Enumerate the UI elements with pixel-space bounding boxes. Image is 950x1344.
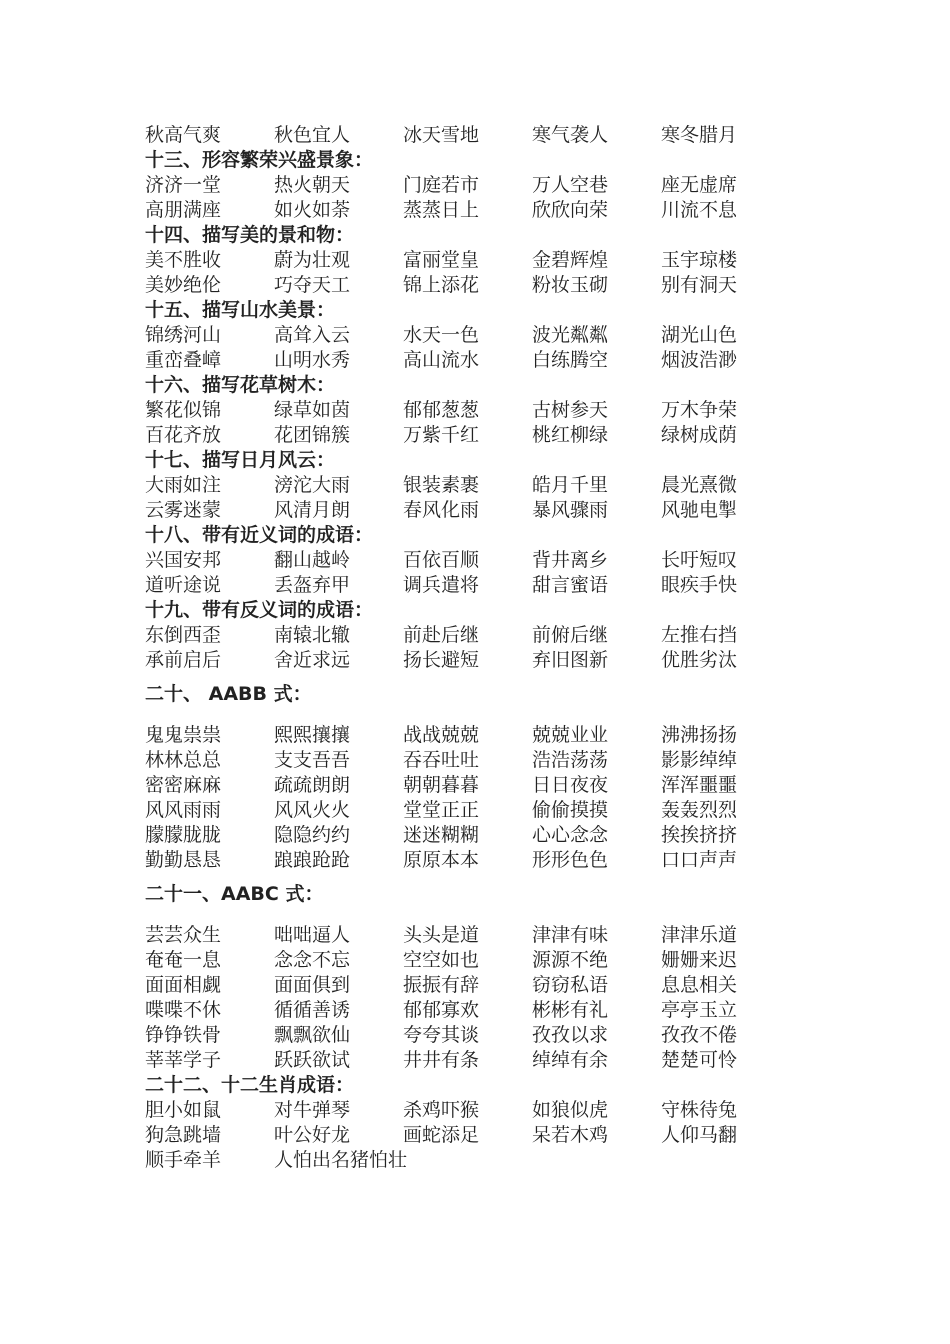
section-heading: 二十、 AABB 式： — [145, 683, 312, 705]
idiom-item: 烟波浩渺 — [661, 349, 738, 371]
idiom-item: 金碧辉煌 — [532, 249, 609, 271]
idiom-row — [145, 1098, 785, 1123]
idiom-item: 口口声声 — [661, 849, 738, 871]
idiom-row — [145, 323, 785, 348]
idiom-item: 水天一色 — [403, 324, 480, 346]
idiom-item: 津津乐道 — [661, 924, 738, 946]
idiom-item: 面面相觑 — [145, 974, 222, 996]
idiom-item: 熙熙攘攘 — [274, 724, 351, 746]
idiom-item: 空空如也 — [403, 949, 480, 971]
idiom-item: 疏疏朗朗 — [274, 774, 351, 796]
idiom-row — [145, 473, 785, 498]
idiom-item: 高耸入云 — [274, 324, 351, 346]
idiom-item: 原原本本 — [403, 849, 480, 871]
idiom-item: 芸芸众生 — [145, 924, 222, 946]
idiom-row — [145, 748, 785, 773]
idiom-row — [145, 173, 785, 198]
idiom-item: 飘飘欲仙 — [274, 1024, 351, 1046]
idiom-item: 窃窃私语 — [532, 974, 609, 996]
idiom-item: 门庭若市 — [403, 174, 480, 196]
idiom-item: 山明水秀 — [274, 349, 351, 371]
idiom-item: 百依百顺 — [403, 549, 480, 571]
idiom-row — [145, 248, 785, 273]
idiom-item: 振振有辞 — [403, 974, 480, 996]
idiom-item: 前俯后继 — [532, 624, 609, 646]
idiom-item: 源源不绝 — [532, 949, 609, 971]
idiom-item: 勤勤恳恳 — [145, 849, 222, 871]
idiom-row — [145, 273, 785, 298]
idiom-item: 美妙绝伦 — [145, 274, 222, 296]
idiom-row — [145, 848, 785, 873]
idiom-item: 前赴后继 — [403, 624, 480, 646]
idiom-item: 调兵遣将 — [403, 574, 480, 596]
idiom-item: 美不胜收 — [145, 249, 222, 271]
idiom-item: 踉踉跄跄 — [274, 849, 351, 871]
idiom-item: 朝朝暮暮 — [403, 774, 480, 796]
idiom-item: 面面俱到 — [274, 974, 351, 996]
idiom-item: 甜言蜜语 — [532, 574, 609, 596]
idiom-item: 头头是道 — [403, 924, 480, 946]
idiom-item: 楚楚可怜 — [661, 1049, 738, 1071]
idiom-item: 偷偷摸摸 — [532, 799, 609, 821]
idiom-item: 叶公好龙 — [274, 1124, 351, 1146]
idiom-item: 形形色色 — [532, 849, 609, 871]
idiom-item: 如狼似虎 — [532, 1099, 609, 1121]
idiom-item: 背井离乡 — [532, 549, 609, 571]
idiom-item: 孜孜不倦 — [661, 1024, 738, 1046]
idiom-item: 波光粼粼 — [532, 324, 609, 346]
idiom-item: 井井有条 — [403, 1049, 480, 1071]
idiom-row — [145, 723, 785, 748]
idiom-item: 胆小如鼠 — [145, 1099, 222, 1121]
idiom-item: 桃红柳绿 — [532, 424, 609, 446]
idiom-row — [145, 623, 785, 648]
idiom-item: 跃跃欲试 — [274, 1049, 351, 1071]
idiom-item: 大雨如注 — [145, 474, 222, 496]
idiom-item: 百花齐放 — [145, 424, 222, 446]
idiom-item: 沸沸扬扬 — [661, 724, 738, 746]
idiom-item: 春风化雨 — [403, 499, 480, 521]
idiom-item: 奄奄一息 — [145, 949, 222, 971]
idiom-item: 如火如荼 — [274, 199, 351, 221]
idiom-item: 支支吾吾 — [274, 749, 351, 771]
idiom-row — [145, 348, 785, 373]
idiom-item: 杀鸡吓猴 — [403, 1099, 480, 1121]
idiom-item: 风风火火 — [274, 799, 351, 821]
idiom-item: 寒气袭人 — [532, 124, 609, 146]
idiom-row — [145, 423, 785, 448]
idiom-item: 道听途说 — [145, 574, 222, 596]
idiom-item: 绰绰有余 — [532, 1049, 609, 1071]
idiom-item: 人怕出名猪怕壮 — [274, 1149, 408, 1171]
idiom-item: 左推右挡 — [661, 624, 738, 646]
idiom-item: 滂沱大雨 — [274, 474, 351, 496]
idiom-item: 莘莘学子 — [145, 1049, 222, 1071]
idiom-item: 喋喋不休 — [145, 999, 222, 1021]
idiom-row — [145, 973, 785, 998]
idiom-item: 顺手牵羊 — [145, 1149, 222, 1171]
idiom-row — [145, 798, 785, 823]
idiom-item: 呆若木鸡 — [532, 1124, 609, 1146]
idiom-row — [145, 1148, 785, 1173]
idiom-row — [145, 998, 785, 1023]
section-heading: 十七、描写日月风云： — [145, 449, 336, 471]
idiom-item: 古树参天 — [532, 399, 609, 421]
idiom-item: 郁郁寡欢 — [403, 999, 480, 1021]
idiom-item: 南辕北辙 — [274, 624, 351, 646]
idiom-item: 挨挨挤挤 — [661, 824, 738, 846]
idiom-item: 舍近求远 — [274, 649, 351, 671]
idiom-item: 心心念念 — [532, 824, 609, 846]
idiom-item: 日日夜夜 — [532, 774, 609, 796]
idiom-row — [145, 573, 785, 598]
idiom-item: 万人空巷 — [532, 174, 609, 196]
idiom-item: 浑浑噩噩 — [661, 774, 738, 796]
idiom-item: 云雾迷蒙 — [145, 499, 222, 521]
idiom-row — [145, 773, 785, 798]
idiom-item: 浩浩荡荡 — [532, 749, 609, 771]
section-heading: 二十一、AABC 式： — [145, 883, 324, 905]
section-heading: 十九、带有反义词的成语： — [145, 599, 374, 621]
idiom-item: 对牛弹琴 — [274, 1099, 351, 1121]
idiom-item: 弃旧图新 — [532, 649, 609, 671]
idiom-item: 玉宇琼楼 — [661, 249, 738, 271]
section-heading: 二十二、十二生肖成语： — [145, 1074, 355, 1096]
idiom-item: 朦朦胧胧 — [145, 824, 222, 846]
idiom-item: 花团锦簇 — [274, 424, 351, 446]
idiom-item: 咄咄逼人 — [274, 924, 351, 946]
idiom-item: 优胜劣汰 — [661, 649, 738, 671]
idiom-item: 津津有味 — [532, 924, 609, 946]
idiom-item: 粉妆玉砌 — [532, 274, 609, 296]
idiom-row — [145, 398, 785, 423]
idiom-item: 姗姗来迟 — [661, 949, 738, 971]
idiom-item: 万木争荣 — [661, 399, 738, 421]
idiom-item: 济济一堂 — [145, 174, 222, 196]
idiom-item: 密密麻麻 — [145, 774, 222, 796]
idiom-item: 狗急跳墙 — [145, 1124, 222, 1146]
idiom-document — [145, 123, 785, 1173]
idiom-item: 高山流水 — [403, 349, 480, 371]
idiom-item: 眼疾手快 — [661, 574, 738, 596]
idiom-item: 长吁短叹 — [661, 549, 738, 571]
idiom-item: 兢兢业业 — [532, 724, 609, 746]
idiom-item: 扬长避短 — [403, 649, 480, 671]
idiom-item: 兴国安邦 — [145, 549, 222, 571]
idiom-item: 川流不息 — [661, 199, 738, 221]
idiom-item: 繁花似锦 — [145, 399, 222, 421]
idiom-item: 孜孜以求 — [532, 1024, 609, 1046]
section-heading: 十五、描写山水美景： — [145, 299, 336, 321]
idiom-item: 画蛇添足 — [403, 1124, 480, 1146]
idiom-item: 风清月朗 — [274, 499, 351, 521]
idiom-item: 巧夺天工 — [274, 274, 351, 296]
idiom-item: 林林总总 — [145, 749, 222, 771]
idiom-item: 循循善诱 — [274, 999, 351, 1021]
idiom-item: 皓月千里 — [532, 474, 609, 496]
idiom-item: 风驰电掣 — [661, 499, 738, 521]
idiom-row — [145, 823, 785, 848]
idiom-item: 夸夸其谈 — [403, 1024, 480, 1046]
idiom-item: 守株待兔 — [661, 1099, 738, 1121]
idiom-row — [145, 648, 785, 673]
idiom-item: 锦绣河山 — [145, 324, 222, 346]
idiom-item: 堂堂正正 — [403, 799, 480, 821]
section-heading: 十四、描写美的景和物： — [145, 224, 355, 246]
idiom-row — [145, 1123, 785, 1148]
idiom-row — [145, 923, 785, 948]
idiom-item: 丢盔弃甲 — [274, 574, 351, 596]
idiom-item: 寒冬腊月 — [661, 124, 738, 146]
idiom-item: 富丽堂皇 — [403, 249, 480, 271]
idiom-item: 战战兢兢 — [403, 724, 480, 746]
idiom-item: 影影绰绰 — [661, 749, 738, 771]
idiom-item: 重峦叠嶂 — [145, 349, 222, 371]
idiom-item: 风风雨雨 — [145, 799, 222, 821]
idiom-item: 亭亭玉立 — [661, 999, 738, 1021]
idiom-row — [145, 198, 785, 223]
idiom-item: 息息相关 — [661, 974, 738, 996]
idiom-item: 别有洞天 — [661, 274, 738, 296]
idiom-item: 绿草如茵 — [274, 399, 351, 421]
idiom-item: 翻山越岭 — [274, 549, 351, 571]
idiom-row — [145, 123, 785, 148]
idiom-row — [145, 948, 785, 973]
idiom-item: 轰轰烈烈 — [661, 799, 738, 821]
idiom-item: 承前启后 — [145, 649, 222, 671]
idiom-item: 暴风骤雨 — [532, 499, 609, 521]
idiom-item: 东倒西歪 — [145, 624, 222, 646]
idiom-row — [145, 1023, 785, 1048]
idiom-item: 蔚为壮观 — [274, 249, 351, 271]
idiom-item: 迷迷糊糊 — [403, 824, 480, 846]
idiom-item: 绿树成荫 — [661, 424, 738, 446]
idiom-item: 高朋满座 — [145, 199, 222, 221]
idiom-item: 秋高气爽 — [145, 124, 222, 146]
idiom-item: 白练腾空 — [532, 349, 609, 371]
idiom-item: 锦上添花 — [403, 274, 480, 296]
idiom-item: 晨光熹微 — [661, 474, 738, 496]
idiom-item: 蒸蒸日上 — [403, 199, 480, 221]
idiom-item: 郁郁葱葱 — [403, 399, 480, 421]
idiom-item: 隐隐约约 — [274, 824, 351, 846]
section-heading: 十三、形容繁荣兴盛景象： — [145, 149, 374, 171]
idiom-row — [145, 1048, 785, 1073]
idiom-item: 银装素裹 — [403, 474, 480, 496]
idiom-item: 铮铮铁骨 — [145, 1024, 222, 1046]
idiom-item: 念念不忘 — [274, 949, 351, 971]
idiom-item: 万紫千红 — [403, 424, 480, 446]
idiom-item: 彬彬有礼 — [532, 999, 609, 1021]
idiom-item: 吞吞吐吐 — [403, 749, 480, 771]
idiom-item: 鬼鬼祟祟 — [145, 724, 222, 746]
idiom-item: 湖光山色 — [661, 324, 738, 346]
idiom-item: 欣欣向荣 — [532, 199, 609, 221]
idiom-row — [145, 548, 785, 573]
idiom-row — [145, 498, 785, 523]
section-heading: 十八、带有近义词的成语： — [145, 524, 374, 546]
idiom-item: 热火朝天 — [274, 174, 351, 196]
idiom-item: 座无虚席 — [661, 174, 738, 196]
section-heading: 十六、描写花草树木： — [145, 374, 336, 396]
idiom-item: 冰天雪地 — [403, 124, 480, 146]
idiom-item: 人仰马翻 — [661, 1124, 738, 1146]
idiom-item: 秋色宜人 — [274, 124, 351, 146]
